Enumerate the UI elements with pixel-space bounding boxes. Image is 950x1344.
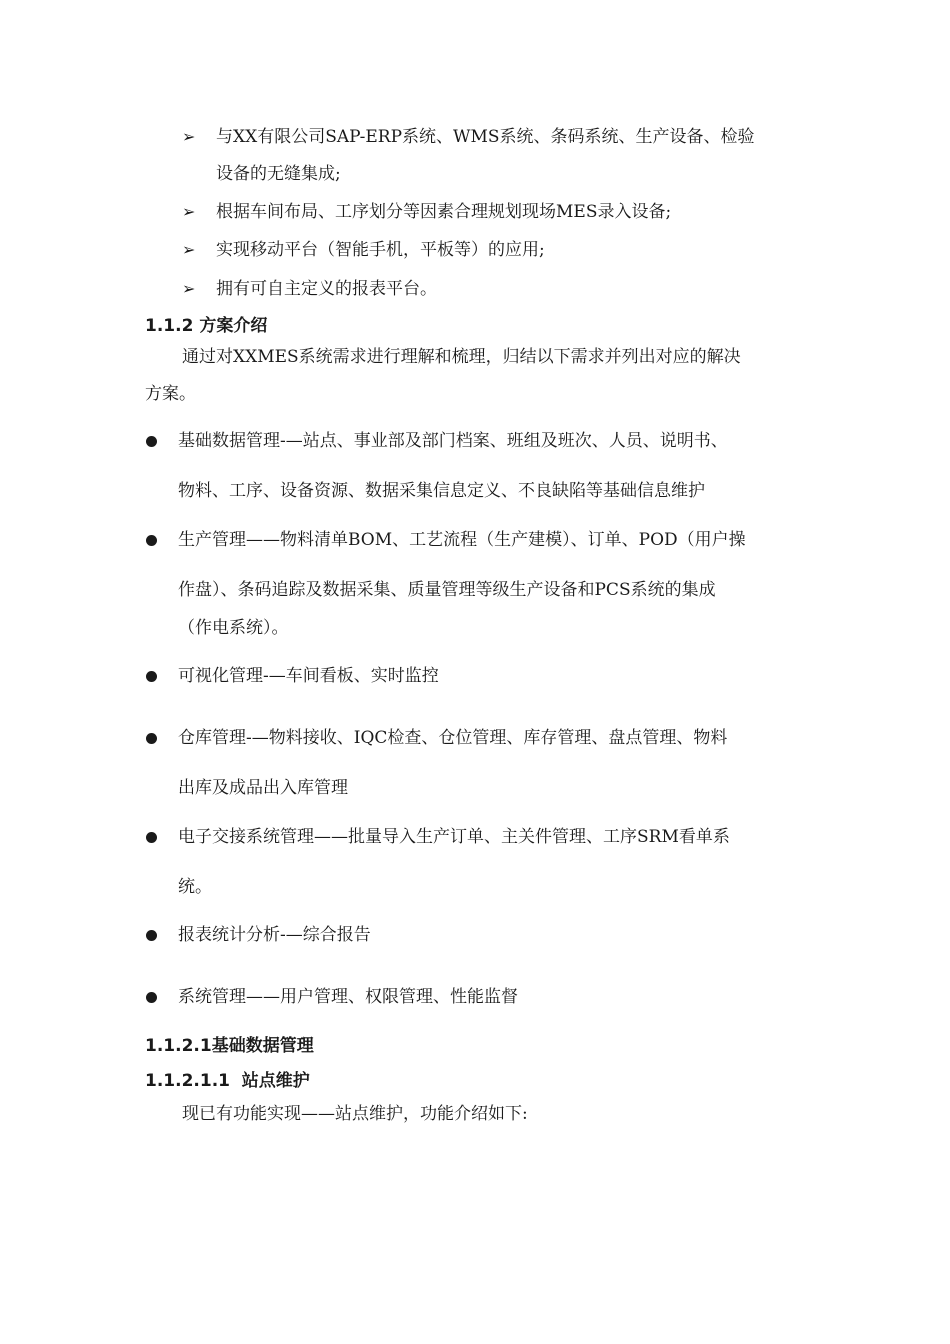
arrow-bullet-icon: ➢ <box>182 279 196 298</box>
section-intro-line-1: 通过对XXMES系统需求进行理解和梳理，归结以下需求并列出对应的解决 <box>182 347 741 367</box>
bullet-4-line-1: 仓库管理-—物料接收、IQC检查、仓位管理、库存管理、盘点管理、物料 <box>178 728 728 748</box>
bullet-dot-icon <box>146 535 157 546</box>
section-text-station-maintenance: 现已有功能实现——站点维护，功能介绍如下: <box>182 1104 528 1124</box>
bullet-dot-icon <box>146 930 157 941</box>
bullet-7-line-1: 系统管理——用户管理、权限管理、性能监督 <box>178 987 518 1007</box>
arrow-bullet-icon: ➢ <box>182 202 196 221</box>
bullet-1-line-2: 物料、工序、设备资源、数据采集信息定义、不良缺陷等基础信息维护 <box>178 481 705 501</box>
goal-item-3: 实现移动平台（智能手机，平板等）的应用; <box>216 240 545 260</box>
arrow-bullet-icon: ➢ <box>182 240 196 259</box>
bullet-dot-icon <box>146 992 157 1003</box>
bullet-4-line-2: 出库及成品出入库管理 <box>178 778 348 798</box>
bullet-2-line-3: （作电系统）。 <box>178 618 289 638</box>
bullet-1-line-1: 基础数据管理-—站点、事业部及部门档案、班组及班次、人员、说明书、 <box>178 431 728 451</box>
bullet-2-line-1: 生产管理——物料清单BOM、工艺流程（生产建模）、订单、POD（用户操 <box>178 530 746 550</box>
bullet-dot-icon <box>146 671 157 682</box>
goal-item-2: 根据车间布局、工序划分等因素合理规划现场MES录入设备; <box>216 202 672 222</box>
arrow-bullet-icon: ➢ <box>182 127 196 146</box>
bullet-3-line-1: 可视化管理-—车间看板、实时监控 <box>178 666 439 686</box>
bullet-6-line-1: 报表统计分析-—综合报告 <box>178 925 371 945</box>
bullet-dot-icon <box>146 436 157 447</box>
bullet-5-line-1: 电子交接系统管理——批量导入生产订单、主关件管理、工序SRM看单系 <box>178 827 730 847</box>
section-heading-1-1-2-1: 1.1.2.1基础数据管理 <box>145 1036 314 1056</box>
section-heading-1-1-2-1-1: 1.1.2.1.1 站点维护 <box>145 1071 310 1091</box>
bullet-2-line-2: 作盘）、条码追踪及数据采集、质量管理等级生产设备和PCS系统的集成 <box>178 580 716 600</box>
section-intro-line-2: 方案。 <box>145 384 196 404</box>
bullet-dot-icon <box>146 733 157 744</box>
bullet-5-line-2: 统。 <box>178 877 212 897</box>
goal-item-4: 拥有可自主定义的报表平台。 <box>216 279 437 299</box>
bullet-dot-icon <box>146 832 157 843</box>
goal-item-1-line-1: 与XX有限公司SAP-ERP系统、WMS系统、条码系统、生产设备、检验 <box>216 127 755 147</box>
goal-item-1-line-2: 设备的无缝集成; <box>216 164 341 184</box>
section-heading-1-1-2: 1.1.2 方案介绍 <box>145 316 268 336</box>
